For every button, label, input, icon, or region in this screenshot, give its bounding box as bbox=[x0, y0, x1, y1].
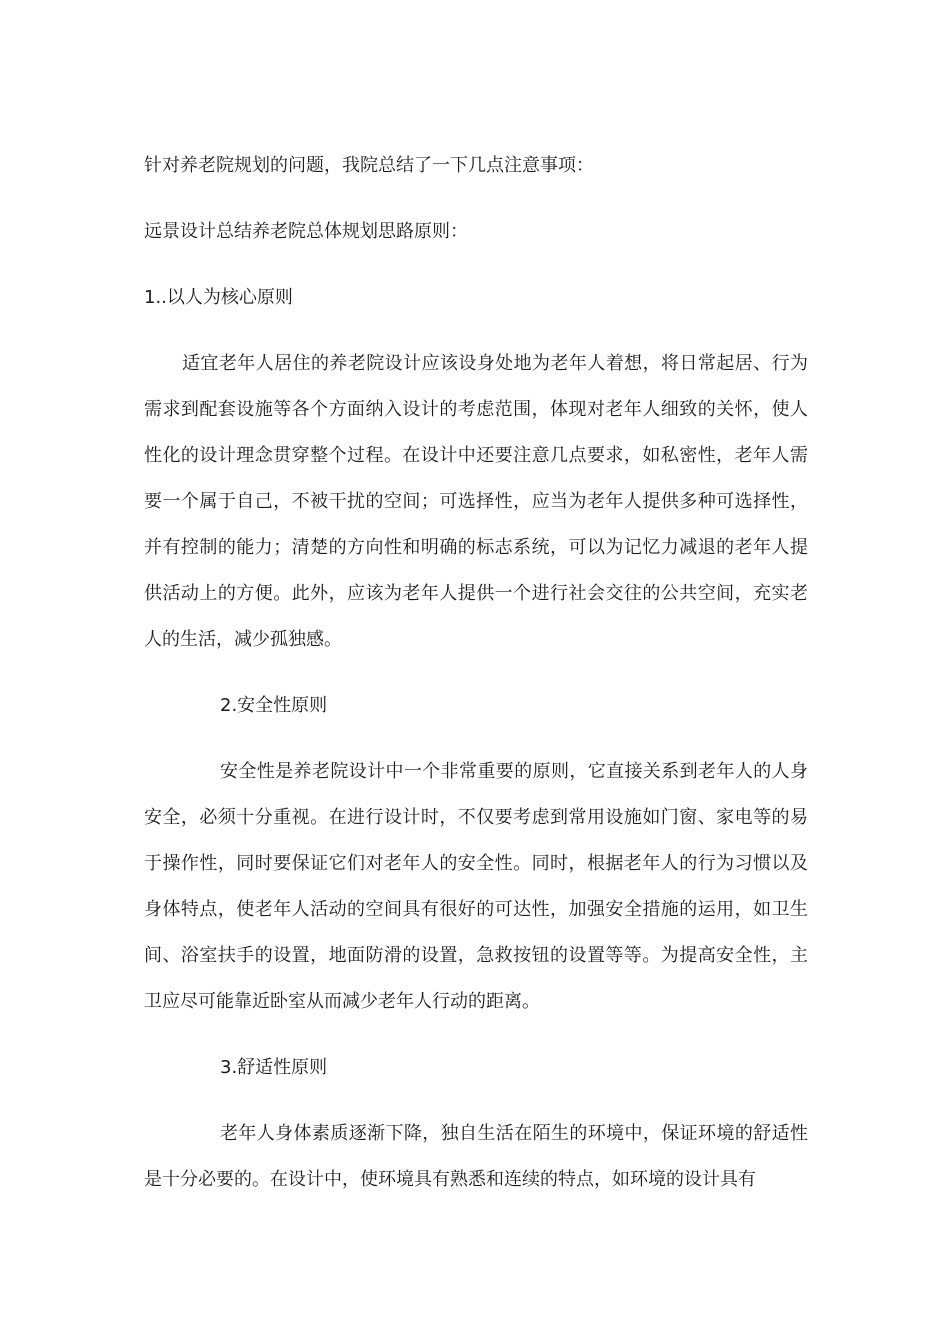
intro-line-1: 针对养老院规划的问题，我院总结了一下几点注意事项： bbox=[144, 155, 594, 176]
intro-line-2: 远景设计总结养老院总体规划思路原则： bbox=[144, 221, 468, 242]
section-body-3: 老年人身体素质逐渐下降，独自生活在陌生的环境中，保证环境的舒适性是十分必要的。在设计中，使环境具有熟悉和连续的特点，如环境的设计具有 bbox=[144, 1123, 808, 1190]
section-heading-1: 1..以人为核心原则 bbox=[144, 287, 293, 308]
section-body-1: 适宜老年人居住的养老院设计应该设身处地为老年人着想，将日常起居、行为需求到配套设施等各个方面纳入设计的考虑范围，体现对老年人细致的关怀，使人性化的设计理念贯穿整个过程。在设计中还要注意几点要求，如私密性，老年人需要一个属于自己，不被干扰的空间；可选择性，应当为老年人提供多种可选择性，并有控制的能力；清楚的方向性和明确的标志系统，可以为记忆力减退的老年人提供活动上的方便。此外，应该为老年人提供一个进行社会交往的公共空间，充实老人的生活，减少孤独感。 bbox=[144, 353, 808, 650]
section-heading-2: 2.安全性原则 bbox=[220, 695, 328, 716]
section-heading-3: 3.舒适性原则 bbox=[220, 1057, 328, 1078]
section-body-2: 安全性是养老院设计中一个非常重要的原则，它直接关系到老年人的人身安全，必须十分重视。在进行设计时，不仅要考虑到常用设施如门窗、家电等的易于操作性，同时要保证它们对老年人的安全性。同时，根据老年人的行为习惯以及身体特点，使老年人活动的空间具有很好的可达性，加强安全措施的运用，如卫生间、浴室扶手的设置，地面防滑的设置，急救按钮的设置等等。为提高安全性，主卫应尽可能靠近卧室从而减少老年人行动的距离。 bbox=[144, 761, 808, 1012]
document-content bbox=[144, 143, 808, 1223]
